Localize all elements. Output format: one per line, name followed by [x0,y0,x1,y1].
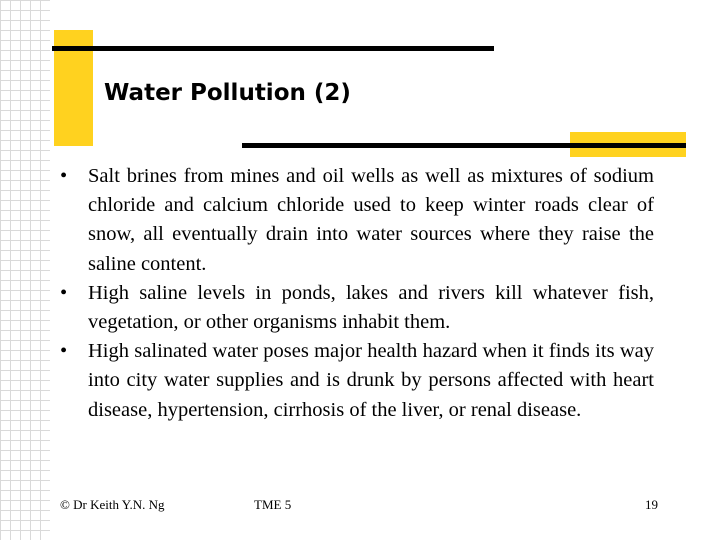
slide-title: Water Pollution (2) [104,80,351,106]
bullet-marker: • [60,281,68,304]
bullet-item [60,279,654,337]
bullet-item [60,337,654,425]
bullet-text: Salt brines from mines and oil wells as well as mixtures of sodium chloride and calcium chloride used to keep winter roads clear of snow, all eventually drain into water sources where they raise the saline content. [88,165,654,275]
bullet-list [60,162,654,425]
bullet-item [60,162,654,279]
title-underline-rule [242,143,686,148]
bullet-text: High salinated water poses major health hazard when it finds its way into city water supplies and is drunk by persons affected with heart disease, hypertension, cirrhosis of the liver, or renal disease. [88,340,654,421]
footer-page-number: 19 [645,497,658,512]
bullet-marker: • [60,165,68,187]
decorative-grid [0,0,50,540]
footer-course: TME 5 [254,497,292,512]
bullet-text: High saline levels in ponds, lakes and rivers kill whatever fish, vegetation, or other organisms inhabit them. [88,281,654,334]
bullet-marker: • [60,340,68,363]
footer-copyright: © Dr Keith Y.N. Ng [60,497,165,512]
top-rule [52,46,494,51]
